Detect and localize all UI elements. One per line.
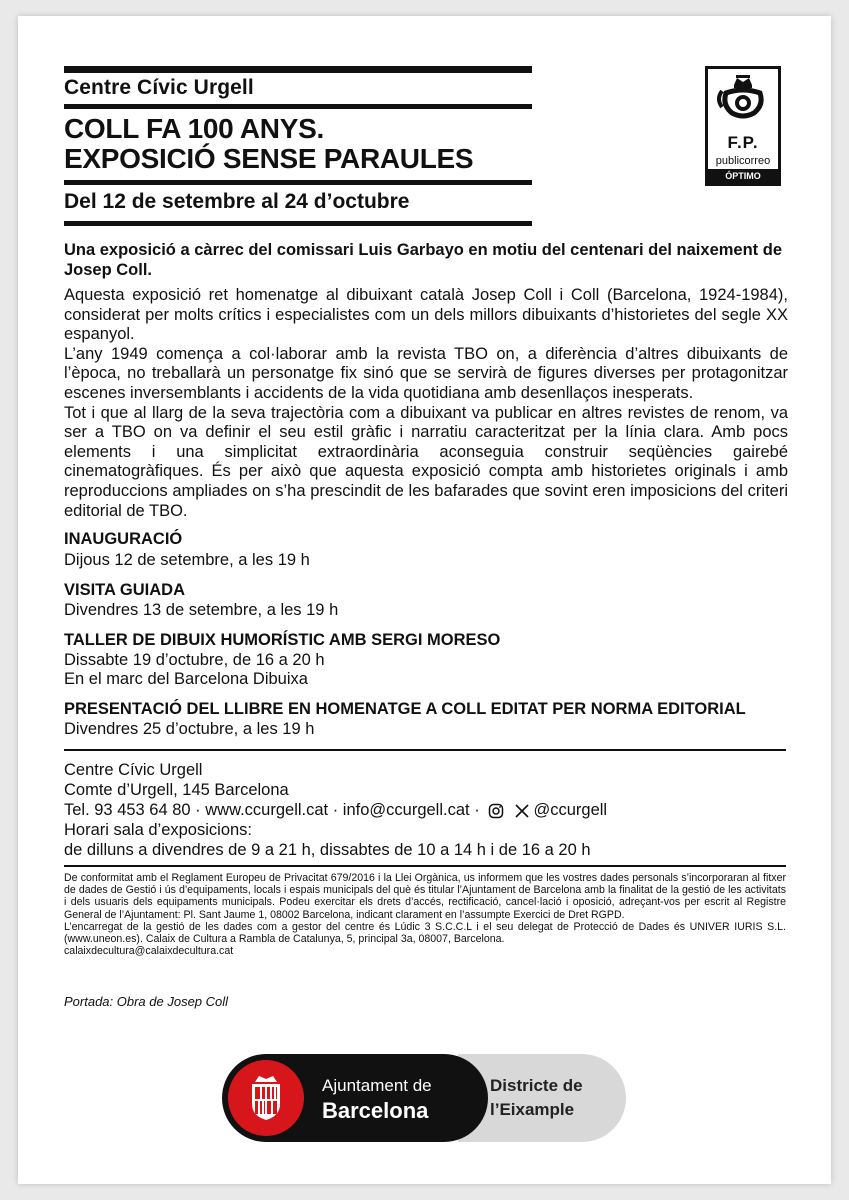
- social-handle: @ccurgell: [533, 801, 608, 819]
- franqueo-pagado-logo: [705, 66, 781, 186]
- barcelona-shield-icon: [228, 1060, 304, 1136]
- hours-label: Horari sala d’exposicions:: [64, 821, 253, 839]
- instagram-icon[interactable]: [488, 803, 504, 819]
- event-note: En el marc del Barcelona Dibuixa: [64, 670, 308, 688]
- venue-address: Comte d’Urgell, 145 Barcelona: [64, 781, 289, 799]
- poster-page: [18, 16, 831, 1184]
- event-title: TALLER DE DIBUIX HUMORÍSTIC AMB SERGI MORESO: [64, 631, 501, 649]
- exhibition-title: [64, 114, 473, 174]
- x-twitter-icon[interactable]: [515, 804, 529, 818]
- header-rule: [64, 104, 532, 109]
- venue-contact-name: Centre Cívic Urgell: [64, 761, 203, 779]
- publicorreo-label: publicorreo: [715, 155, 771, 167]
- intro-body: [64, 286, 788, 521]
- privacy-email: calaixdecultura@calaixdecultura.cat: [64, 945, 234, 958]
- title-line-1: COLL FA 100 ANYS.: [64, 113, 324, 144]
- event-title: INAUGURACIÓ: [64, 530, 183, 548]
- district-name-line2: l’Eixample: [490, 1100, 575, 1119]
- title-line-2: EXPOSICIÓ SENSE PARAULES: [64, 143, 474, 174]
- header-rule-top: [64, 66, 532, 73]
- council-name-line2: Barcelona: [322, 1098, 429, 1123]
- council-name-line1: Ajuntament de: [322, 1076, 432, 1095]
- privacy-paragraph: De conformitat amb el Reglament Europeu de Privacitat 679/2016 i la Llei Orgànica, us informem que les vostres dades personals s’incorporaran al fitxer de dades de Gestió i ús d’equipaments, locals i espais municipals del què és titular l’Ajuntament de Barcelona amb la finalitat de la gestió de les activitats i dels usuaris dels equipaments municipals. Podeu exercitar els drets d’accés, rectificació, cancel·lació i oposició, adreçant-vos per escrit al Registre General de l’Ajuntament: Pl. Sant Jaume 1, 08002 Barcelona, indicant clarament en l’assumpte Exercici de Dret RGPD.: [64, 872, 786, 921]
- contact-details: Tel. 93 453 64 80 · www.ccurgell.cat · info@ccurgell.cat ·: [64, 801, 480, 819]
- header-rule-bottom: [64, 221, 532, 226]
- privacy-notice: [64, 872, 786, 957]
- intro-paragraph: Aquesta exposició ret homenatge al dibuixant català Josep Coll i Coll (Barcelona, 1924-1984), considerat per molts crítics i especialistes com un dels millors dibuixants d’historietes del segle XX espanyol.: [64, 286, 788, 344]
- event-date: Divendres 25 d’octubre, a les 19 h: [64, 720, 315, 738]
- intro-paragraph: L’any 1949 comença a col·laborar amb la revista TBO on, a diferència d’altres dibuixants de l’època, no treballarà un personatge fix sinó que se servirà de figures diverses per protagonitzar escenes inversemblants i accidents de la vida quotidiana amb desenllaços inesperats.: [64, 344, 788, 402]
- fp-mark: F.P.: [727, 133, 759, 152]
- optimo-badge: ÓPTIMO: [708, 169, 778, 183]
- event-title: PRESENTACIÓ DEL LLIBRE EN HOMENATGE A COLL EDITAT PER NORMA EDITORIAL: [64, 700, 746, 718]
- district-name-line1: Districte de: [490, 1076, 583, 1095]
- header-rule: [64, 180, 532, 185]
- privacy-paragraph: L’encarregat de la gestió de les dades com a gestor del centre és Lúdic 3 S.C.C.L i el seu delegat de Protecció de Dades és UNIVER IURIS S.L. (www.uneon.es). Calaix de Cultura a Rambla de Catalunya, 5, principal 3a, 08007, Barcelona.: [64, 920, 786, 946]
- event-date: Dijous 12 de setembre, a les 19 h: [64, 551, 310, 569]
- event-date: Divendres 13 de setembre, a les 19 h: [64, 601, 339, 619]
- intro-paragraph: Tot i que al llarg de la seva trajectòria com a dibuixant va publicar en altres revistes de renom, va ser a TBO on va definir el seu estil gràfic i narratiu caracteritzat per la línia clara. Amb pocs elements i una simplicitat extraordinària aconseguia construir seqüències gairebé cinematogràfiques. És per això que aquesta exposició compta amb historietes originals i amb reproduccions ampliades on s’ha prescindit de les bafarades que sovint eren imposicions del criteri editorial de TBO.: [64, 403, 788, 520]
- section-divider: [64, 865, 786, 867]
- intro-lead: Una exposició a càrrec del comissari Luis Garbayo en motiu del centenari del naixement de Josep Coll.: [64, 241, 783, 279]
- venue-name: Centre Cívic Urgell: [64, 76, 254, 99]
- venue-contact-line: [64, 800, 607, 821]
- section-divider: [64, 749, 786, 751]
- event-date: Dissabte 19 d’octubre, de 16 a 20 h: [64, 651, 325, 669]
- post-horn-crown-icon: [708, 71, 778, 131]
- event-title: VISITA GUIADA: [64, 581, 186, 599]
- cover-credit: Portada: Obra de Josep Coll: [64, 994, 229, 1009]
- city-council-badge: [222, 1054, 488, 1142]
- ajuntament-barcelona-logo: [222, 1054, 626, 1142]
- exhibition-dates: Del 12 de setembre al 24 d’octubre: [64, 190, 410, 213]
- opening-hours: de dilluns a divendres de 9 a 21 h, dissabtes de 10 a 14 h i de 16 a 20 h: [64, 841, 591, 859]
